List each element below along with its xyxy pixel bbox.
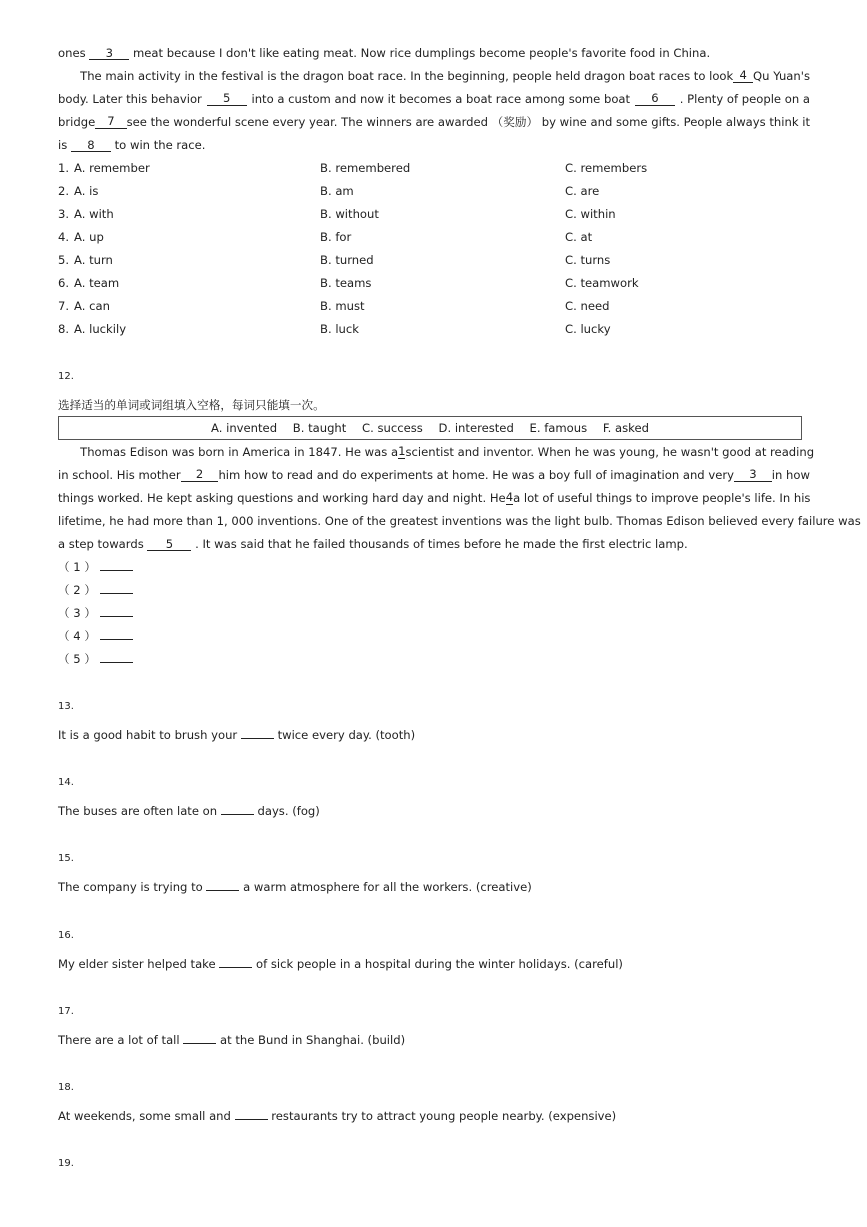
option-b[interactable]: B. teams xyxy=(320,276,372,290)
question-number: 14. xyxy=(58,777,74,788)
option-a[interactable]: A. remember xyxy=(74,161,150,175)
answer-blank[interactable] xyxy=(241,728,274,739)
passage-line: bridge 7 see the wonderful scene every year. The winners are awarded （奖励） by wine and some gifts. People always think it xyxy=(58,114,810,129)
word-bank xyxy=(58,416,802,440)
option-row: 8. A. luckily B. luck C. lucky xyxy=(58,322,611,336)
passage-line: in school. His mother 2 him how to read and do experiments at home. He was a boy full of imagination and very 3 in how xyxy=(58,467,810,482)
question-number: 13. xyxy=(58,701,74,712)
blank-6[interactable]: 6 xyxy=(635,92,675,106)
option-a[interactable]: A. is xyxy=(74,184,99,198)
word-option: E. famous xyxy=(529,421,588,435)
question-number: 12. xyxy=(58,371,74,382)
blank-1[interactable]: 1 xyxy=(398,444,406,458)
passage-line: The main activity in the festival is the dragon boat race. In the beginning, people held dragon boat races to look 4 Qu Yuan's xyxy=(80,68,810,83)
option-a[interactable]: A. team xyxy=(74,276,120,290)
option-c[interactable]: C. teamwork xyxy=(565,276,639,290)
blank-4[interactable]: 4 xyxy=(733,69,753,83)
passage-line: body. Later this behavior 5 into a custom and now it becomes a boat race among some boat 6 . Plenty of people on a xyxy=(58,91,810,106)
answer-line: （ 3 ） xyxy=(58,606,133,620)
answer-blank[interactable] xyxy=(235,1109,268,1120)
word-option: F. asked xyxy=(602,421,649,435)
option-row: 2. A. is B. am C. are xyxy=(58,184,600,198)
option-b[interactable]: B. must xyxy=(320,299,365,313)
option-c[interactable]: C. lucky xyxy=(565,322,611,336)
passage-line: things worked. He kept asking questions and working hard day and night. He 4 a lot of useful things to improve people's life. In his xyxy=(58,490,811,505)
answer-line: （ 2 ） xyxy=(58,583,133,597)
answer-blank[interactable] xyxy=(100,652,133,663)
option-c[interactable]: C. at xyxy=(565,230,593,244)
blank-3[interactable]: 3 xyxy=(734,468,772,482)
option-b[interactable]: B. turned xyxy=(320,253,374,267)
option-b[interactable]: B. luck xyxy=(320,322,359,336)
answer-blank[interactable] xyxy=(100,560,133,571)
passage-line: ones 3 meat because I don't like eating meat. Now rice dumplings become people's favorite food in China. xyxy=(58,46,711,60)
answer-blank[interactable] xyxy=(100,629,133,640)
option-b[interactable]: B. remembered xyxy=(320,161,411,175)
question-number: 17. xyxy=(58,1006,74,1017)
option-a[interactable]: A. luckily xyxy=(74,322,127,336)
option-c[interactable]: C. need xyxy=(565,299,610,313)
passage-line: a step towards 5 . It was said that he failed thousands of times before he made the first electric lamp. xyxy=(58,537,688,551)
option-a[interactable]: A. with xyxy=(74,207,114,221)
question-text: My elder sister helped take of sick people in a hospital during the winter holidays. (careful) xyxy=(58,957,623,971)
answer-blank[interactable] xyxy=(100,606,133,617)
answer-line: （ 1 ） xyxy=(58,560,133,574)
option-c[interactable]: C. turns xyxy=(565,253,611,267)
option-row: 5. A. turn B. turned C. turns xyxy=(58,253,611,267)
option-b[interactable]: B. without xyxy=(320,207,379,221)
answer-blank[interactable] xyxy=(219,957,252,968)
word-option: A. invented xyxy=(211,421,278,435)
option-a[interactable]: A. can xyxy=(74,299,110,313)
answer-blank[interactable] xyxy=(206,880,239,891)
answer-blank[interactable] xyxy=(221,804,254,815)
option-a[interactable]: A. up xyxy=(74,230,104,244)
answer-blank[interactable] xyxy=(183,1033,216,1044)
question-text: The buses are often late on days. (fog) xyxy=(58,804,320,818)
option-row: 4. A. up B. for C. at xyxy=(58,230,593,244)
option-c[interactable]: C. within xyxy=(565,207,616,221)
question-number: 15. xyxy=(58,853,74,864)
question-text: There are a lot of tall at the Bund in Shanghai. (build) xyxy=(58,1033,406,1047)
blank-5[interactable]: 5 xyxy=(207,92,247,106)
option-row: 1. A. remember B. remembered C. remembers xyxy=(58,161,648,175)
blank-7[interactable]: 7 xyxy=(95,115,126,129)
question-number: 18. xyxy=(58,1082,74,1093)
blank-5[interactable]: 5 xyxy=(147,538,191,551)
blank-3[interactable]: 3 xyxy=(89,47,129,60)
answer-line: （ 4 ） xyxy=(58,629,133,643)
word-option: C. success xyxy=(362,421,423,435)
question-text: At weekends, some small and restaurants try to attract young people nearby. (expensive) xyxy=(58,1109,617,1123)
answer-blank[interactable] xyxy=(100,583,133,594)
question-text: It is a good habit to brush your twice every day. (tooth) xyxy=(58,728,416,742)
blank-4[interactable]: 4 xyxy=(505,490,514,504)
option-c[interactable]: C. remembers xyxy=(565,161,648,175)
blank-2[interactable]: 2 xyxy=(181,468,219,482)
question-text: The company is trying to a warm atmosphere for all the workers. (creative) xyxy=(58,880,532,894)
passage-line: Thomas Edison was born in America in 1847. He was a 1 scientist and inventor. When he was young, he wasn't good at reading xyxy=(80,444,815,459)
blank-8[interactable]: 8 xyxy=(71,139,111,152)
answer-line: （ 5 ） xyxy=(58,652,133,666)
passage-line: is 8 to win the race. xyxy=(58,138,206,152)
option-b[interactable]: B. for xyxy=(320,230,352,244)
question-number: 19. xyxy=(58,1158,74,1169)
question-number: 16. xyxy=(58,930,74,941)
option-row: 7. A. can B. must C. need xyxy=(58,299,610,313)
instruction: 选择适当的单词或词组填入空格，每词只能填一次。 xyxy=(58,398,325,412)
option-c[interactable]: C. are xyxy=(565,184,600,198)
word-option: B. taught xyxy=(292,421,347,435)
passage-line: lifetime, he had more than 1, 000 inventions. One of the greatest inventions was the light bulb. Thomas Edison believed every failure was xyxy=(58,514,861,528)
option-a[interactable]: A. turn xyxy=(74,253,113,267)
option-b[interactable]: B. am xyxy=(320,184,354,198)
option-row: 3. A. with B. without C. within xyxy=(58,207,616,221)
word-option: D. interested xyxy=(438,421,514,435)
option-row: 6. A. team B. teams C. teamwork xyxy=(58,276,639,290)
